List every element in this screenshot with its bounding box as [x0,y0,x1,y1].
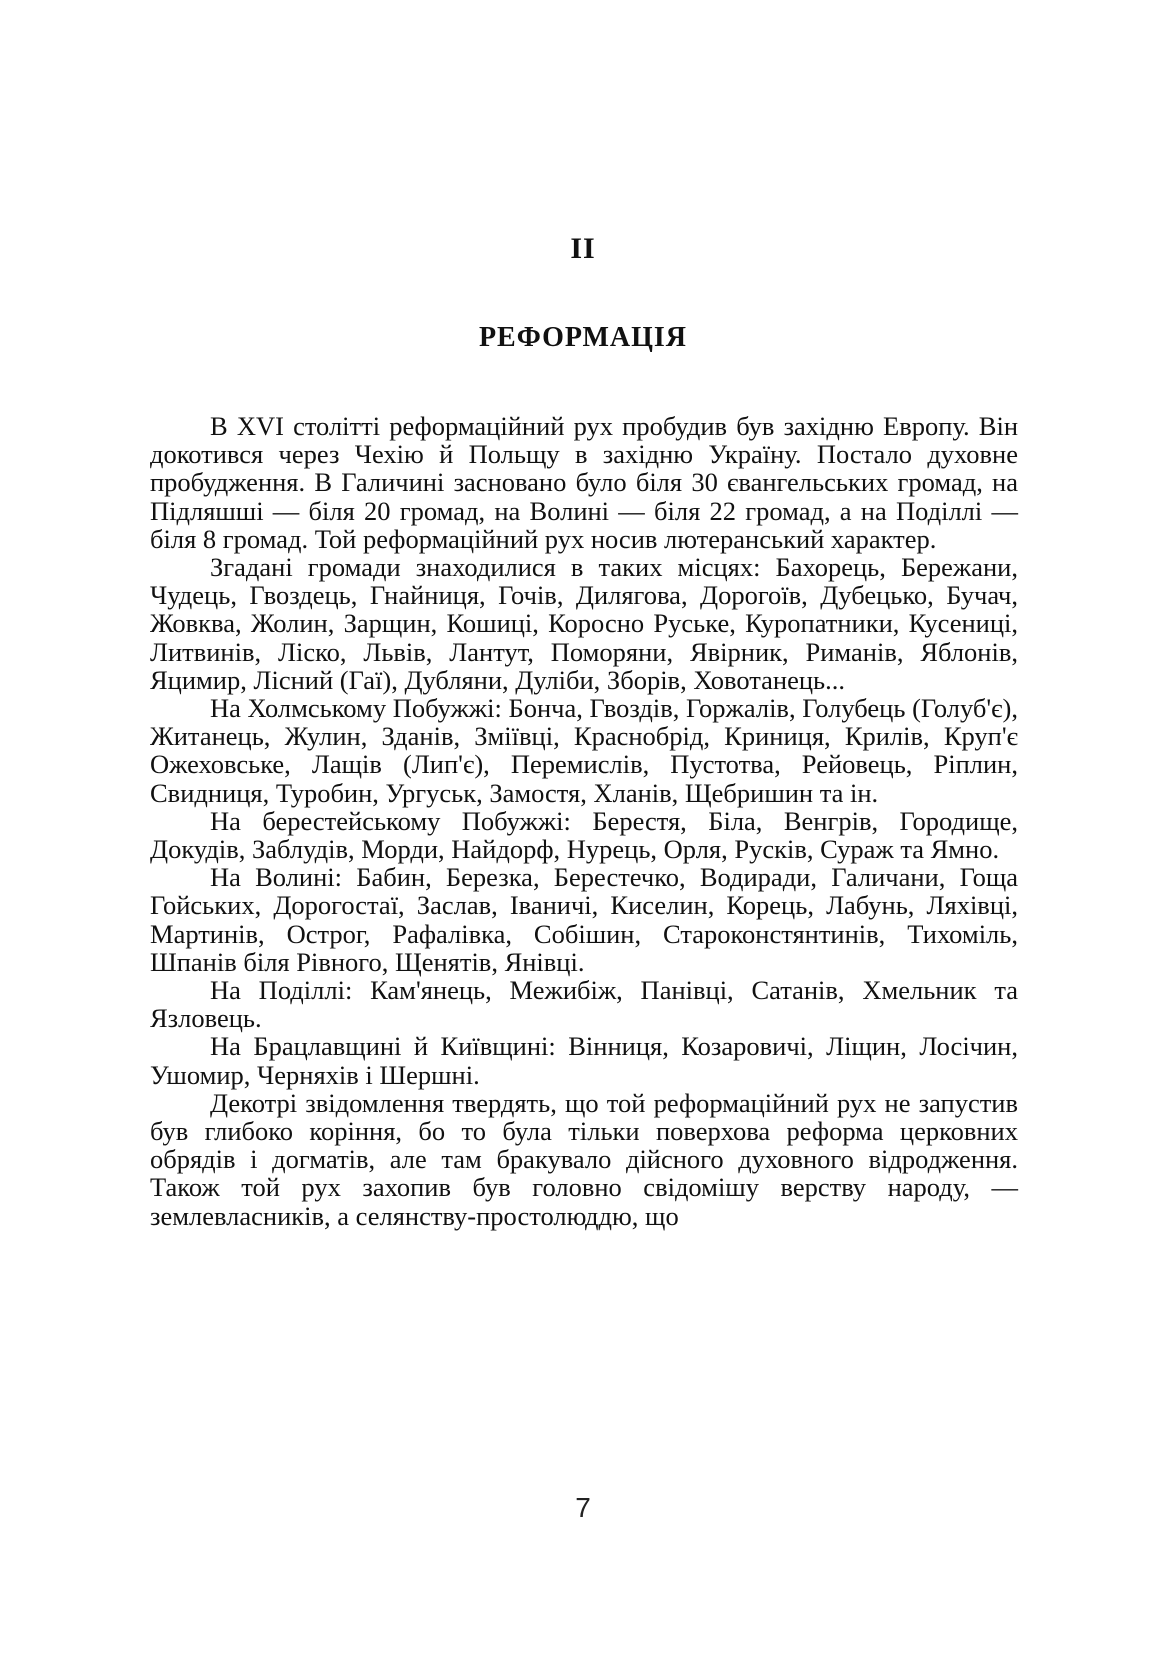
paragraph-brest-region: На берестейському Побужжі: Берестя, Біла, Венгрів, Городище, Докудів, Заблудів, Морди, Найдорф, Нурець, Орля, Русків, Сураж та Ямно. [150,805,1018,865]
paragraph-podillia: На Поділлі: Кам'янець, Межибіж, Панівці, Сатанів, Хмельник та Язловець. [150,975,1018,1034]
chapter-number: II [570,232,596,265]
paragraph-volhynia: На Волині: Бабин, Березка, Берестечко, Водиради, Галичани, Гоща Гойських, Дорогостаї, Заслав, Іваничі, Киселин, Корець, Лабунь, Ляхівці, Мартинів, Острог, Рафалівка, Собішин, Староконстянтинів, Тихоміль, Шпанів біля Рівного, Щенятів, Янівці. [150,862,1018,977]
paragraph-bratslav-kyiv: На Брацлавщині й Київщині: Вінниця, Козаровичі, Ліщин, Лосічин, Ушомир, Черняхів і Шершні. [150,1031,1018,1090]
paragraph-kholm-region: На Холмському Побужжі: Бонча, Гвоздів, Горжалів, Голубець (Голуб'є), Житанець, Жулин, Зданів, Зміївці, Краснобрід, Криниця, Крилів, Круп'є Ожеховське, Лащів (Лип'є), Перемислів, Пустотва, Рейовець, Ріплин, Свидниця, Туробин, Ургуськ, Замостя, Хланів, Щебришин та ін. [150,693,1018,808]
paragraph-galicia-communities: Згадані громади знаходилися в таких місцях: Бахорець, Бережани, Чудець, Гвоздець, Гнайниця, Гочів, Дилягова, Дорогоїв, Дубецько, Бучач, Жовква, Жолин, Зарщин, Кошиці, Коросно Руське, Куропатники, Кусениці, Литвинів, Ліско, Львів, Лантут, Поморяни, Явірник, Риманів, Яблонів, Яцимир, Лісний (Гаї), Дубляни, Дуліби, Зборів, Ховотанець... [150,552,1018,695]
page-number: 7 [575,1492,591,1523]
paragraph-assessment: Декотрі звідомлення твердять, що той реформаційний рух не запустив був глибоко коріння, бо то була тільки поверхова реформа церковних обрядів і догматів, але там бракувало дійсного духовного відродження. Також той рух захопив був головно свідомішу верству народу, — землевласників, а селянству-простолюддю, що [150,1087,1018,1231]
chapter-title: РЕФОРМАЦІЯ [478,322,688,353]
chapter-body [150,412,1018,1230]
paragraph-intro: В XVI столітті реформаційний рух пробудив був західню Европу. Він докотився через Чехію й Польщу в західню Україну. Постало духовне пробудження. В Галичині засновано було біля 30 євангельських громад, на Підляшші — біля 20 громад, на Волині — біля 22 громад, а на Поділлі — біля 8 громад. Той реформаційний рух носив лютеранський характер. [150,411,1018,554]
